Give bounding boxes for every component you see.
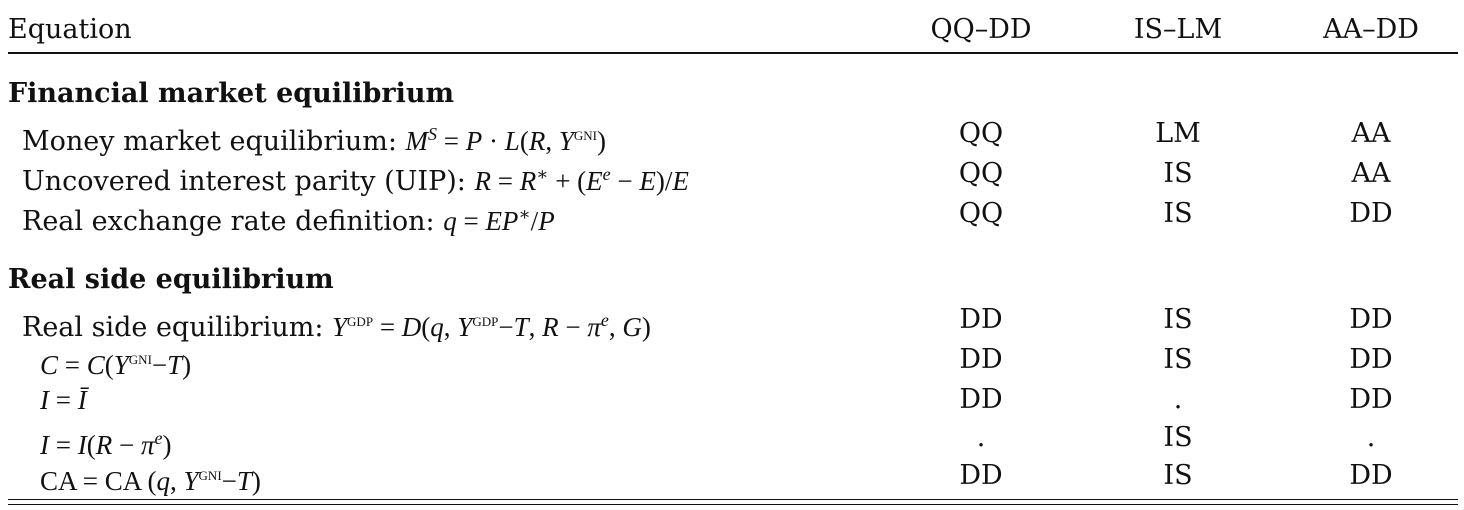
cell-qq-dd: QQ <box>958 158 1004 189</box>
table-row <box>8 156 1458 197</box>
cell-qq-dd: . <box>976 422 986 453</box>
equation-label: Real exchange rate definition: <box>22 206 444 237</box>
equation-math: CA = CA (q, $Y^{GNI}-T$) <box>40 466 261 496</box>
cell-is-lm: IS <box>1163 304 1193 335</box>
cell-aa-dd: DD <box>1349 344 1393 375</box>
table-row <box>8 342 1458 378</box>
equation-math: q = EP∗/P <box>443 204 555 236</box>
cell-qq-dd: DD <box>959 460 1003 491</box>
cell-aa-dd: AA <box>1351 158 1391 189</box>
cell-aa-dd: . <box>1366 422 1376 453</box>
section-title-real-side: Real side equilibrium <box>8 264 334 295</box>
equation-cell <box>8 116 606 160</box>
table-row <box>8 382 1458 418</box>
bottom-rule-top <box>8 499 1458 500</box>
header-aa-dd: AA–DD <box>1323 14 1419 45</box>
table-row <box>8 196 1458 237</box>
equation-math: $R = R^∗ + (E^e - E)/E$ <box>474 164 689 196</box>
cell-is-lm: IS <box>1163 460 1193 491</box>
section-title <box>8 262 1458 298</box>
bottom-rule-bottom <box>8 504 1458 505</box>
equation-cell <box>8 382 87 419</box>
cell-aa-dd: DD <box>1349 304 1393 335</box>
cell-aa-dd: DD <box>1349 460 1393 491</box>
equation-cell <box>8 302 651 346</box>
equation-cell <box>8 342 191 384</box>
equation-math: $Y^{GDP} = D(q$, $Y^{GDP}-T$, $R - \pi^e$, G) <box>332 310 651 342</box>
header-equation: Equation <box>8 14 132 45</box>
equation-label: Real side equilibrium: <box>22 312 333 343</box>
cell-aa-dd: DD <box>1349 198 1393 229</box>
equation-math: I = Ī <box>40 385 87 415</box>
table-row <box>8 458 1458 494</box>
equation-math: $I = I(R - \pi^e)$ <box>40 428 172 460</box>
cell-qq-dd: QQ <box>958 198 1004 229</box>
header-row <box>8 12 1458 48</box>
equation-math: $M^S = P \cdot L(R$, $Y^{GNI}$) <box>405 124 606 156</box>
cell-is-lm: IS <box>1163 422 1193 453</box>
cell-is-lm: LM <box>1155 118 1201 149</box>
equation-cell <box>8 156 689 200</box>
equation-math: $C = C(Y^{GNI}-T)$ <box>40 350 192 380</box>
header-rule <box>8 52 1458 54</box>
cell-qq-dd: DD <box>959 384 1003 415</box>
cell-qq-dd: QQ <box>958 118 1004 149</box>
cell-qq-dd: DD <box>959 344 1003 375</box>
table-row <box>8 420 1458 460</box>
cell-is-lm: IS <box>1163 158 1193 189</box>
cell-aa-dd: AA <box>1351 118 1391 149</box>
table-row <box>8 116 1458 157</box>
equation-label: Uncovered interest parity (UIP): <box>22 166 475 197</box>
equation-label: Money market equilibrium: <box>22 126 406 157</box>
header-qq-dd: QQ–DD <box>930 14 1032 45</box>
header-is-lm: IS–LM <box>1133 14 1223 45</box>
cell-qq-dd: DD <box>959 304 1003 335</box>
cell-is-lm: IS <box>1163 344 1193 375</box>
section-title <box>8 76 1458 112</box>
equation-cell <box>8 458 261 500</box>
equation-cell <box>8 196 555 240</box>
section-title-financial: Financial market equilibrium <box>8 78 455 109</box>
cell-is-lm: . <box>1173 384 1183 415</box>
cell-aa-dd: DD <box>1349 384 1393 415</box>
table-row <box>8 302 1458 343</box>
cell-is-lm: IS <box>1163 198 1193 229</box>
